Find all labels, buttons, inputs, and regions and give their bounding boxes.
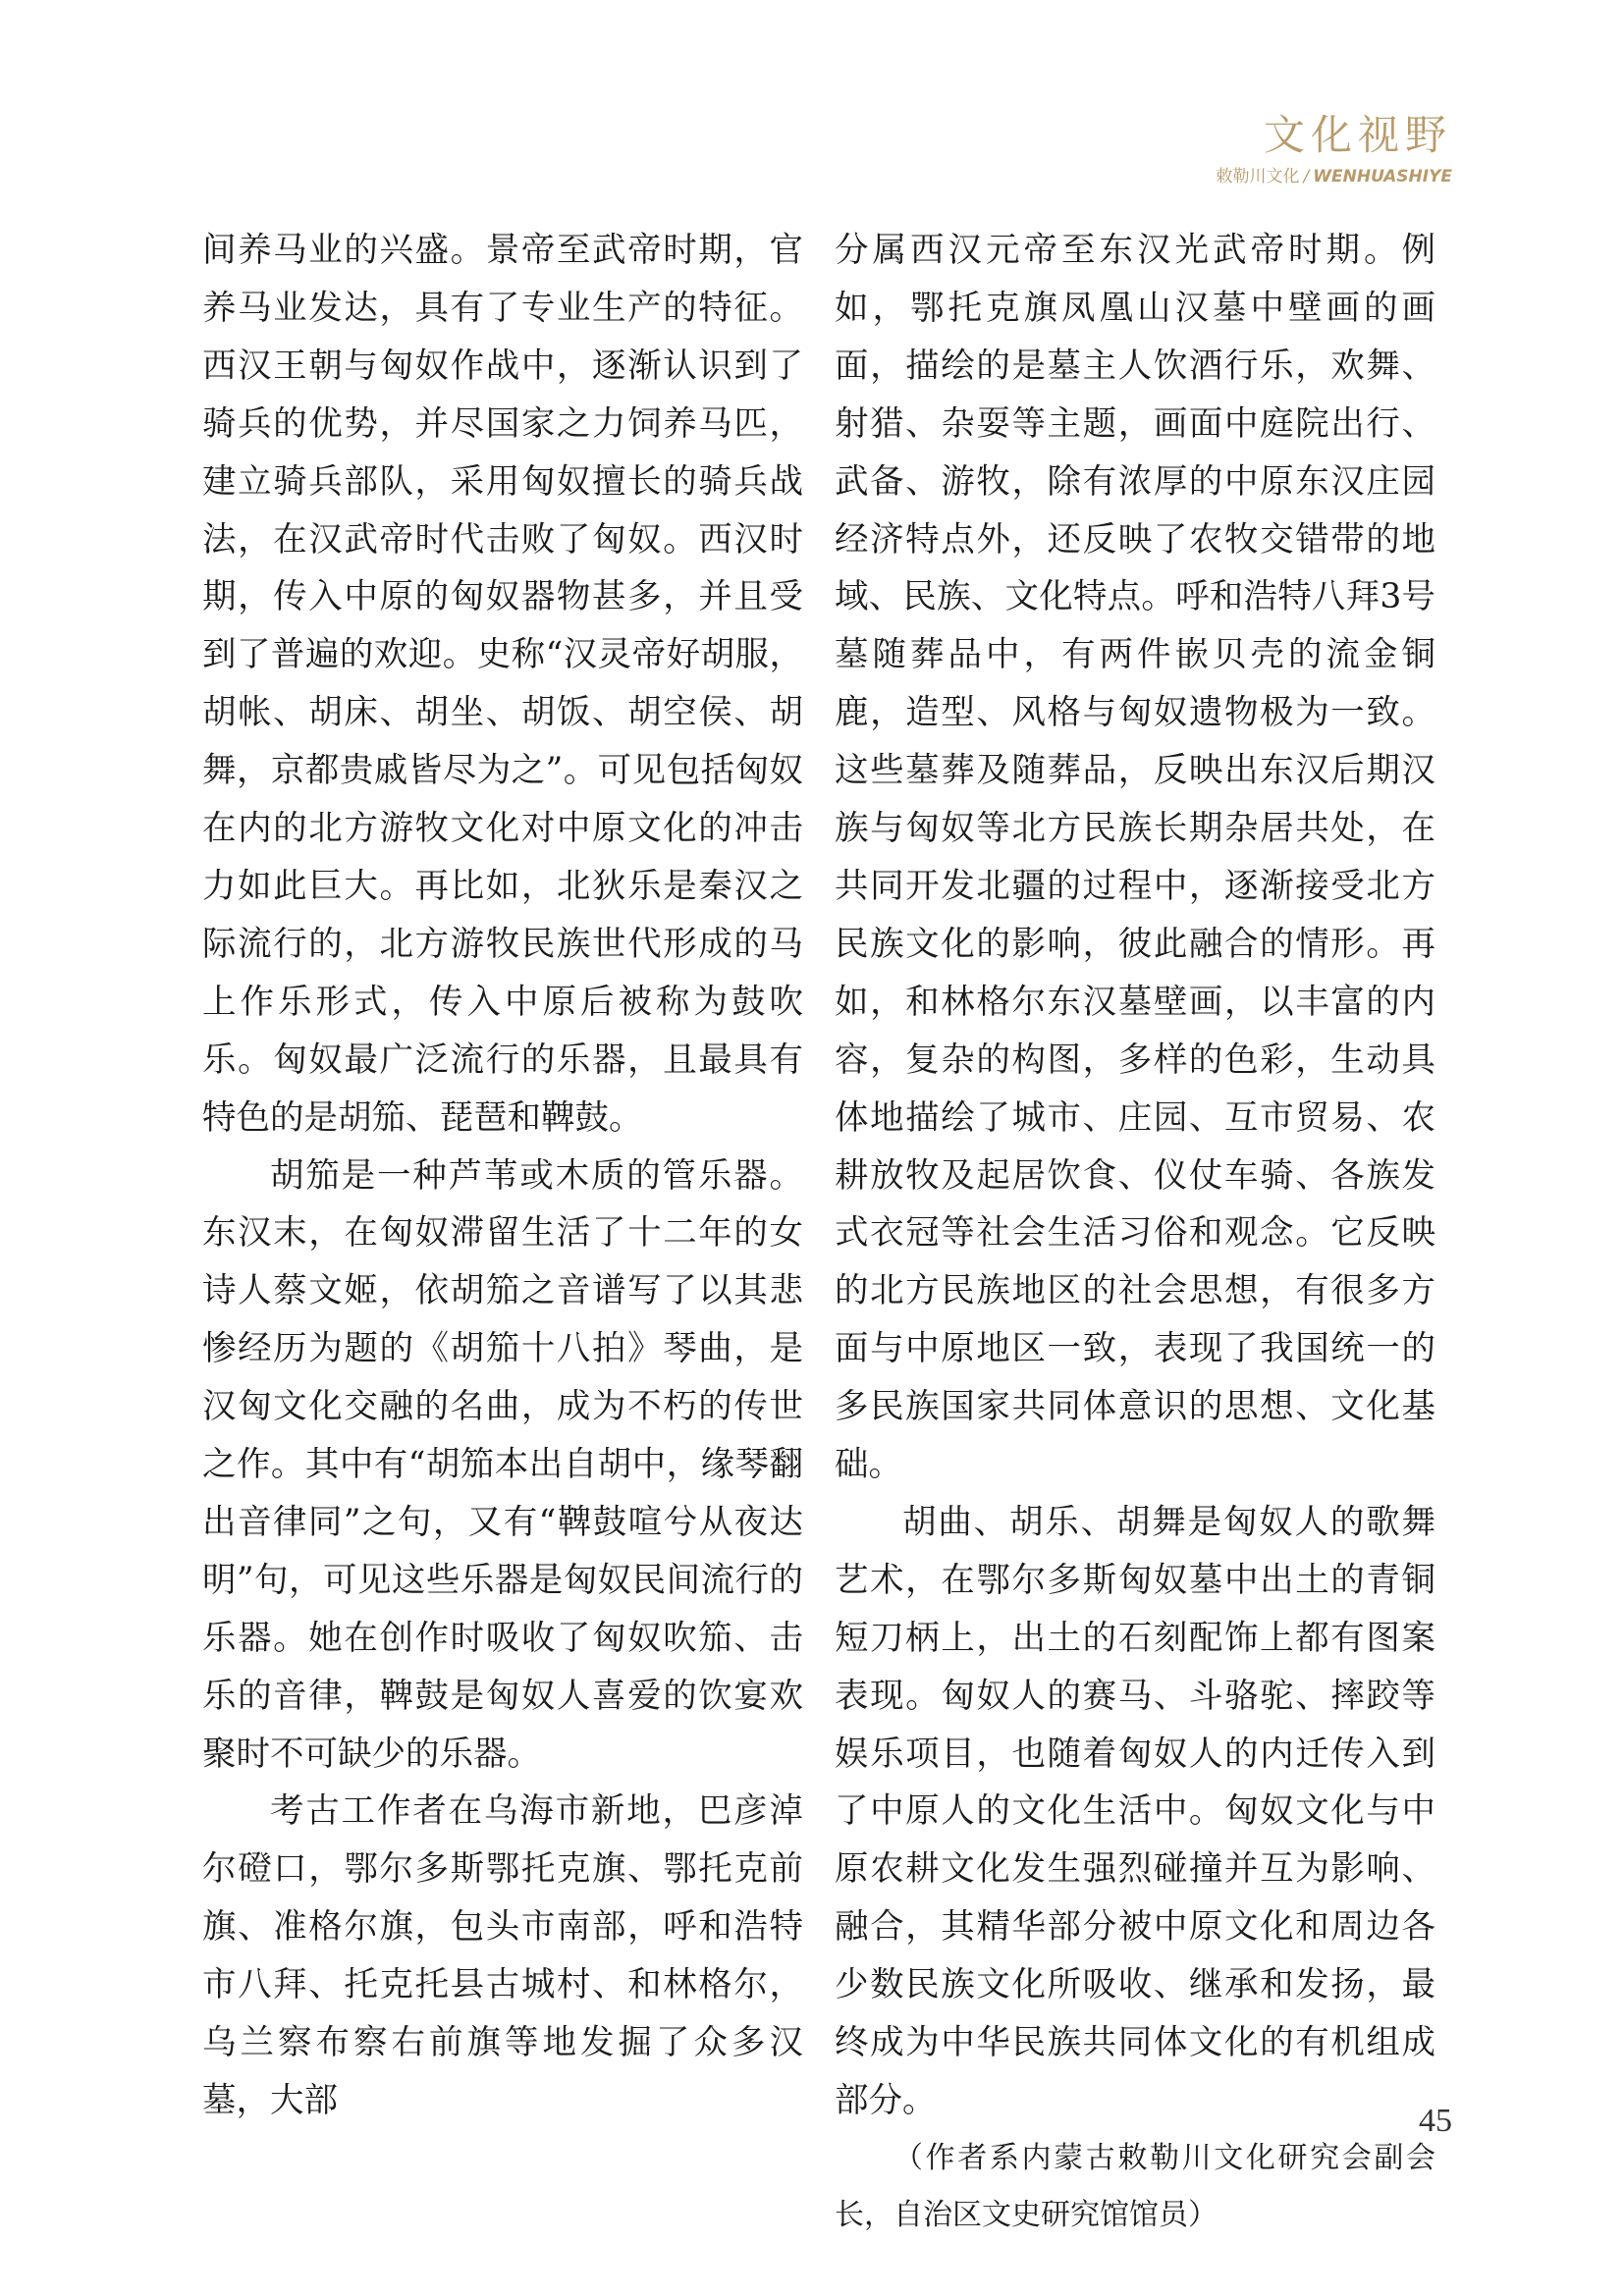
subtitle-cn: 敕勒川文化 xyxy=(1216,167,1300,187)
page-header xyxy=(1217,110,1452,188)
subtitle-separator: / xyxy=(1303,167,1310,187)
left-column xyxy=(202,222,803,2130)
page-number: 45 xyxy=(1419,2103,1452,2139)
paragraph: 考古工作者在乌海市新地，巴彦淖尔磴口，鄂尔多斯鄂托克旗、鄂托克前旗、准格尔旗，包头市南部，呼和浩特市八拜、托克托县古城村、和林格尔，乌兰察布察右前旗等地发掘了众多汉墓，大部 xyxy=(202,1791,803,2120)
section-subtitle xyxy=(1217,165,1452,188)
subtitle-en: WENHUASHIYE xyxy=(1313,167,1452,187)
right-column xyxy=(835,222,1435,2244)
author-note: （作者系内蒙古敕勒川文化研究会副会长，自治区文史研究馆馆员） xyxy=(835,2140,1435,2232)
paragraph: 分属西汉元帝至东汉光武帝时期。例如，鄂托克旗凤凰山汉墓中壁画的画面，描绘的是墓主人饮酒行乐，欢舞、射猎、杂耍等主题，画面中庭院出行、武备、游牧，除有浓厚的中原东汉庄园经济特点外，还反映了农牧交错带的地域、民族、文化特点。呼和浩特八拜3号墓随葬品中，有两件嵌贝壳的流金铜鹿，造型、风格与匈奴遗物极为一致。这些墓葬及随葬品，反映出东汉后期汉族与匈奴等北方民族长期杂居共处，在共同开发北疆的过程中，逐渐接受北方民族文化的影响，彼此融合的情形。再如，和林格尔东汉墓壁画，以丰富的内容，复杂的构图，多样的色彩，生动具体地描绘了城市、庄园、互市贸易、农耕放牧及起居饮食、仪仗车骑、各族发式衣冠等社会生活习俗和观念。它反映的北方民族地区的社会思想，有很多方面与中原地区一致，表现了我国统一的多民族国家共同体意识的思想、文化基础。 xyxy=(835,231,1435,1485)
paragraph: 胡曲、胡乐、胡舞是匈奴人的歌舞艺术，在鄂尔多斯匈奴墓中出土的青铜短刀柄上，出土的石刻配饰上都有图案表现。匈奴人的赛马、斗骆驼、摔跤等娱乐项目，也随着匈奴人的内迁传入到了中原人的文化生活中。匈奴文化与中原农耕文化发生强烈碰撞并互为影响、融合，其精华部分被中原文化和周边各少数民族文化所吸收、继承和发扬，最终成为中华民族共同体文化的有机组成部分。 xyxy=(835,1502,1435,2120)
paragraph: 间养马业的兴盛。景帝至武帝时期，官养马业发达，具有了专业生产的特征。西汉王朝与匈奴作战中，逐渐认识到了骑兵的优势，并尽国家之力饲养马匹，建立骑兵部队，采用匈奴擅长的骑兵战法，在汉武帝时代击败了匈奴。西汉时期，传入中原的匈奴器物甚多，并且受到了普遍的欢迎。史称“汉灵帝好胡服，胡帐、胡床、胡坐、胡饭、胡空侯、胡舞，京都贵戚皆尽为之”。可见包括匈奴在内的北方游牧文化对中原文化的冲击力如此巨大。再比如，北狄乐是秦汉之际流行的，北方游牧民族世代形成的马上作乐形式，传入中原后被称为鼓吹乐。匈奴最广泛流行的乐器，且最具有特色的是胡笳、琵琶和鞞鼓。 xyxy=(202,231,803,1138)
paragraph: 胡笳是一种芦苇或木质的管乐器。东汉末，在匈奴滞留生活了十二年的女诗人蔡文姬，依胡笳之音谱写了以其悲惨经历为题的《胡笳十八拍》琴曲，是汉匈文化交融的名曲，成为不朽的传世之作。其中有“胡笳本出自胡中，缘琴翻出音律同”之句，又有“鞞鼓喧兮从夜达明”句，可见这些乐器是匈奴民间流行的乐器。她在创作时吸收了匈奴吹笳、击乐的音律，鞞鼓是匈奴人喜爱的饮宴欢聚时不可缺少的乐器。 xyxy=(202,1155,803,1774)
section-title: 文化视野 xyxy=(1263,111,1452,159)
